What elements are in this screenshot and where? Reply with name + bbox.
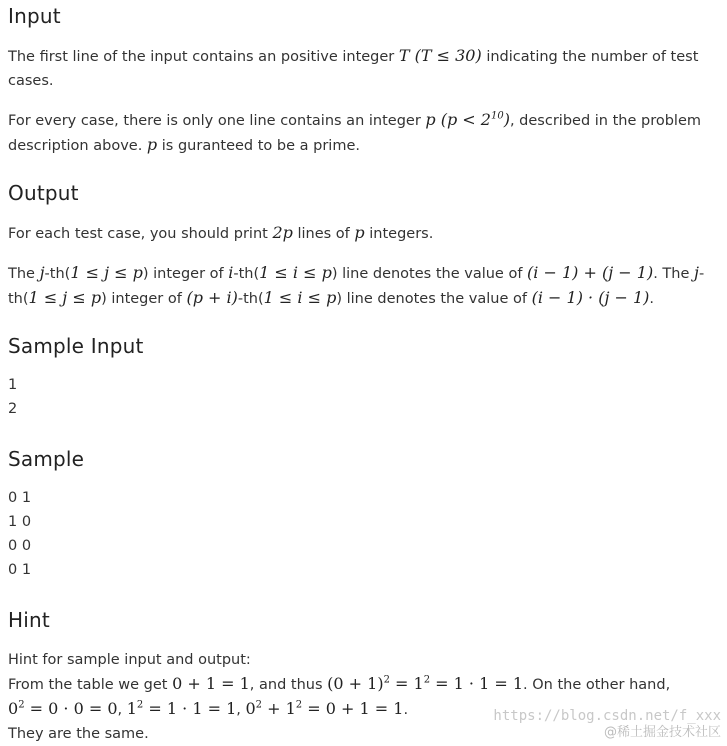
math-t-bound: T (T ≤ 30) xyxy=(398,46,482,65)
sample-output-block xyxy=(8,486,31,582)
hint-line-1: Hint for sample input and output: xyxy=(8,652,251,668)
output-heading: Output xyxy=(8,181,79,205)
sample-output-line: 0 0 xyxy=(8,538,32,554)
sample-input-line: 2 xyxy=(8,401,18,417)
sample-input-heading: Sample Input xyxy=(8,334,144,358)
hint-line-2: From the table we get 0 + 1 = 1, and thus $(0 + 1)^2 = 1^2 = 1 \cdot 1 = 1$. On the other hand, xyxy=(8,674,671,693)
input-paragraph-2: For every case, there is only one line contains an integer p $(p < 2^{10})$, described in the problem description above. p is guranteed to be a prime. xyxy=(8,110,701,154)
sample-output-line: 1 0 xyxy=(8,514,32,530)
sample-input-block xyxy=(8,373,17,421)
hint-line-4: They are the same. xyxy=(8,726,149,742)
input-heading: Input xyxy=(8,4,61,28)
watermark-site: @稀土掘金技术社区 xyxy=(603,725,721,740)
input-paragraph-1: The first line of the input contains an positive integer T (T ≤ 30) indicating the number of test cases. xyxy=(8,46,699,89)
watermark-url: https://blog.csdn.net/f_xxx xyxy=(493,708,721,724)
hint-heading: Hint xyxy=(8,608,50,632)
hint-line-3: $0^2 = 0 \cdot 0 = 0$, $1^2 = 1 \cdot 1 = 1$, $0^2 + 1^2 = 0 + 1 = 1$. xyxy=(8,699,409,718)
sample-input-line: 1 xyxy=(8,377,18,393)
output-paragraph-1: For each test case, you should print 2p lines of p integers. xyxy=(8,223,434,242)
output-paragraph-2: The j-th(1 ≤ j ≤ p) integer of i-th(1 ≤ i ≤ p) line denotes the value of (i − 1) + (j − 1). The j-th(1 ≤ j ≤ p) integer of (p + i)-th(1 ≤ i ≤ p) line denotes the value of (i − 1) · (j − 1). xyxy=(8,263,705,307)
sample-output-line: 0 1 xyxy=(8,562,32,578)
sample-output-line: 0 1 xyxy=(8,490,32,506)
sample-heading: Sample xyxy=(8,447,85,471)
math-p-bound: p $(p < 2^{10})$ xyxy=(425,110,510,129)
